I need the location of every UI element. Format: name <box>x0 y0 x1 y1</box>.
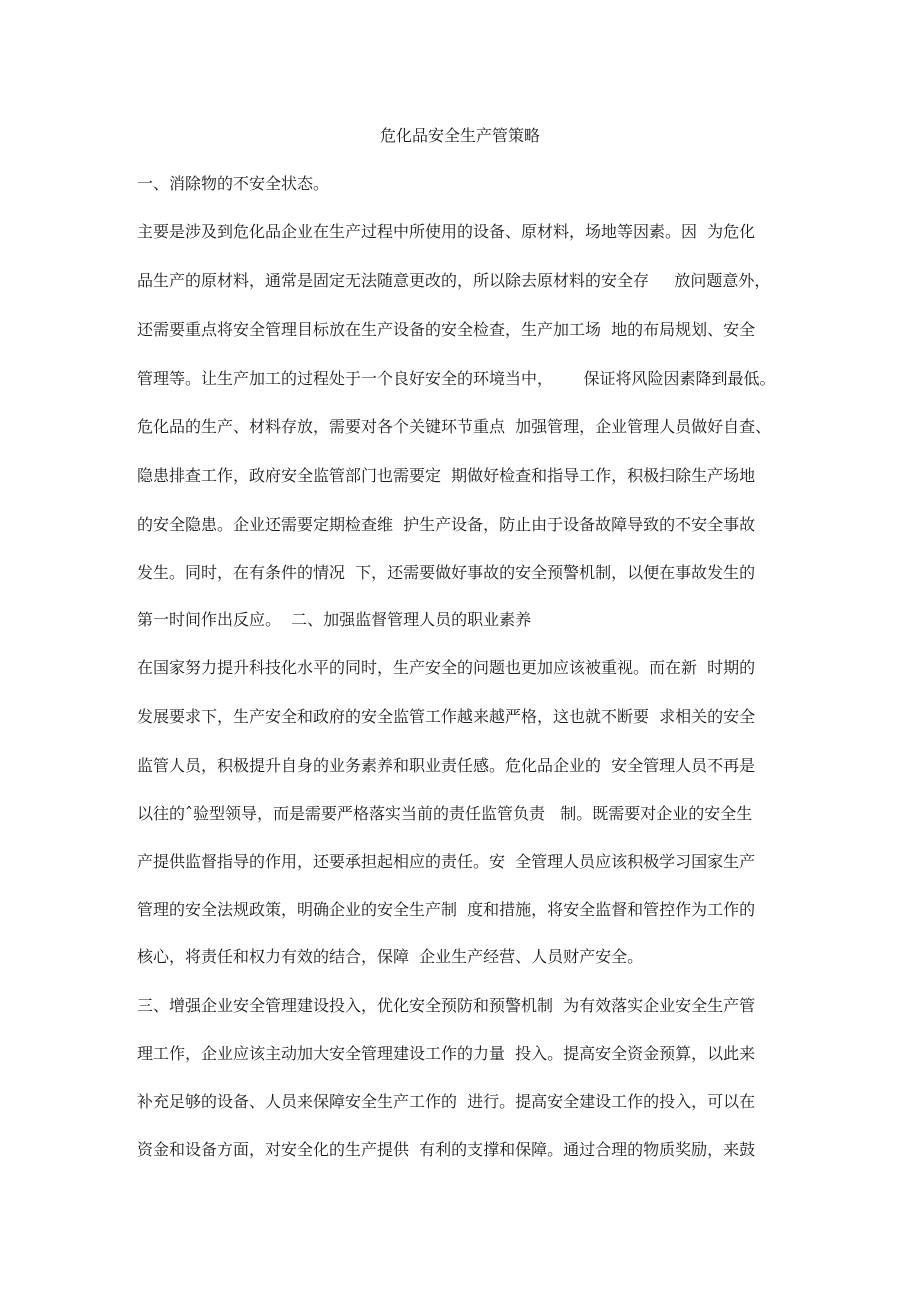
text-line: 发生。同时，在有条件的情况 下，还需要做好事故的安全预警机制，以便在事故发生的 <box>137 563 756 582</box>
text-line: 发展要求下，生产安全和政府的安全监管工作越来越严格，这也就不断要 求相关的安全 <box>137 707 756 726</box>
text-line: 品生产的原材料，通常是固定无法随意更改的，所以除去原材料的安全存 放问题意外， <box>137 271 771 290</box>
text-line: 资金和设备方面，对安全化的生产提供 有利的支撑和保障。通过合理的物质奖励，来鼓 <box>137 1140 756 1159</box>
section-heading-1: 一、消除物的不安全状态。 <box>137 174 330 193</box>
text-line: 管理的安全法规政策，明确企业的安全生产制 度和措施，将安全监督和管控作为工作的 <box>137 900 756 919</box>
text-line: 产提供监督指导的作用，还要承担起相应的责任。安 全管理人员应该积极学习国家生产 <box>137 852 756 871</box>
page-title: 危化品安全生产管策略 <box>379 126 540 145</box>
text-line: 隐患排查工作，政府安全监管部门也需要定 期做好检查和指导工作，积极扫除生产场地 <box>137 466 756 485</box>
text-line: 的安全隐患。企业还需要定期检查维 护生产设备，防止由于设备故障导致的不安全事故 <box>137 515 756 534</box>
text-line: 补充足够的设备、人员来保障安全生产工作的 进行。提高安全建设工作的投入，可以在 <box>137 1092 756 1111</box>
text-line: 第一时间作出反应。 二、加强监督管理人员的职业素养 <box>137 610 532 629</box>
text-line: 监管人员，积极提升自身的业务素养和职业责任感。危化品企业的 安全管理人员不再是 <box>137 756 756 775</box>
text-line: 管理等。让生产加工的过程处于一个良好安全的环境当中， 保证将风险因素降到最低。 <box>137 369 776 388</box>
text-line: 核心，将责任和权力有效的结合，保障 企业生产经营、人员财产安全。 <box>137 947 644 966</box>
section-heading-3: 三、增强企业安全管理建设投入，优化安全预防和预警机制 为有效落实企业安全生产管 <box>137 996 756 1015</box>
text-line: 危化品的生产、材料存放，需要对各个关键环节重点 加强管理，企业管理人员做好自查、 <box>137 417 772 436</box>
text-line: 理工作，企业应该主动加大安全管理建设工作的力量 投入。提高安全资金预算，以此来 <box>137 1044 756 1063</box>
text-line: 主要是涉及到危化品企业在生产过程中所使用的设备、原材料，场地等因素。因 为危化 <box>137 222 756 241</box>
text-line: 在国家努力提升科技化水平的同时，生产安全的问题也更加应该被重视。而在新 时期的 <box>137 658 756 677</box>
text-line: 还需要重点将安全管理目标放在生产设备的安全检查，生产加工场 地的布局规划、安全 <box>137 320 756 339</box>
text-line: 以往的ˆ验型领导，而是需要严格落实当前的责任监管负责 制。既需要对企业的安全生 <box>137 804 753 823</box>
